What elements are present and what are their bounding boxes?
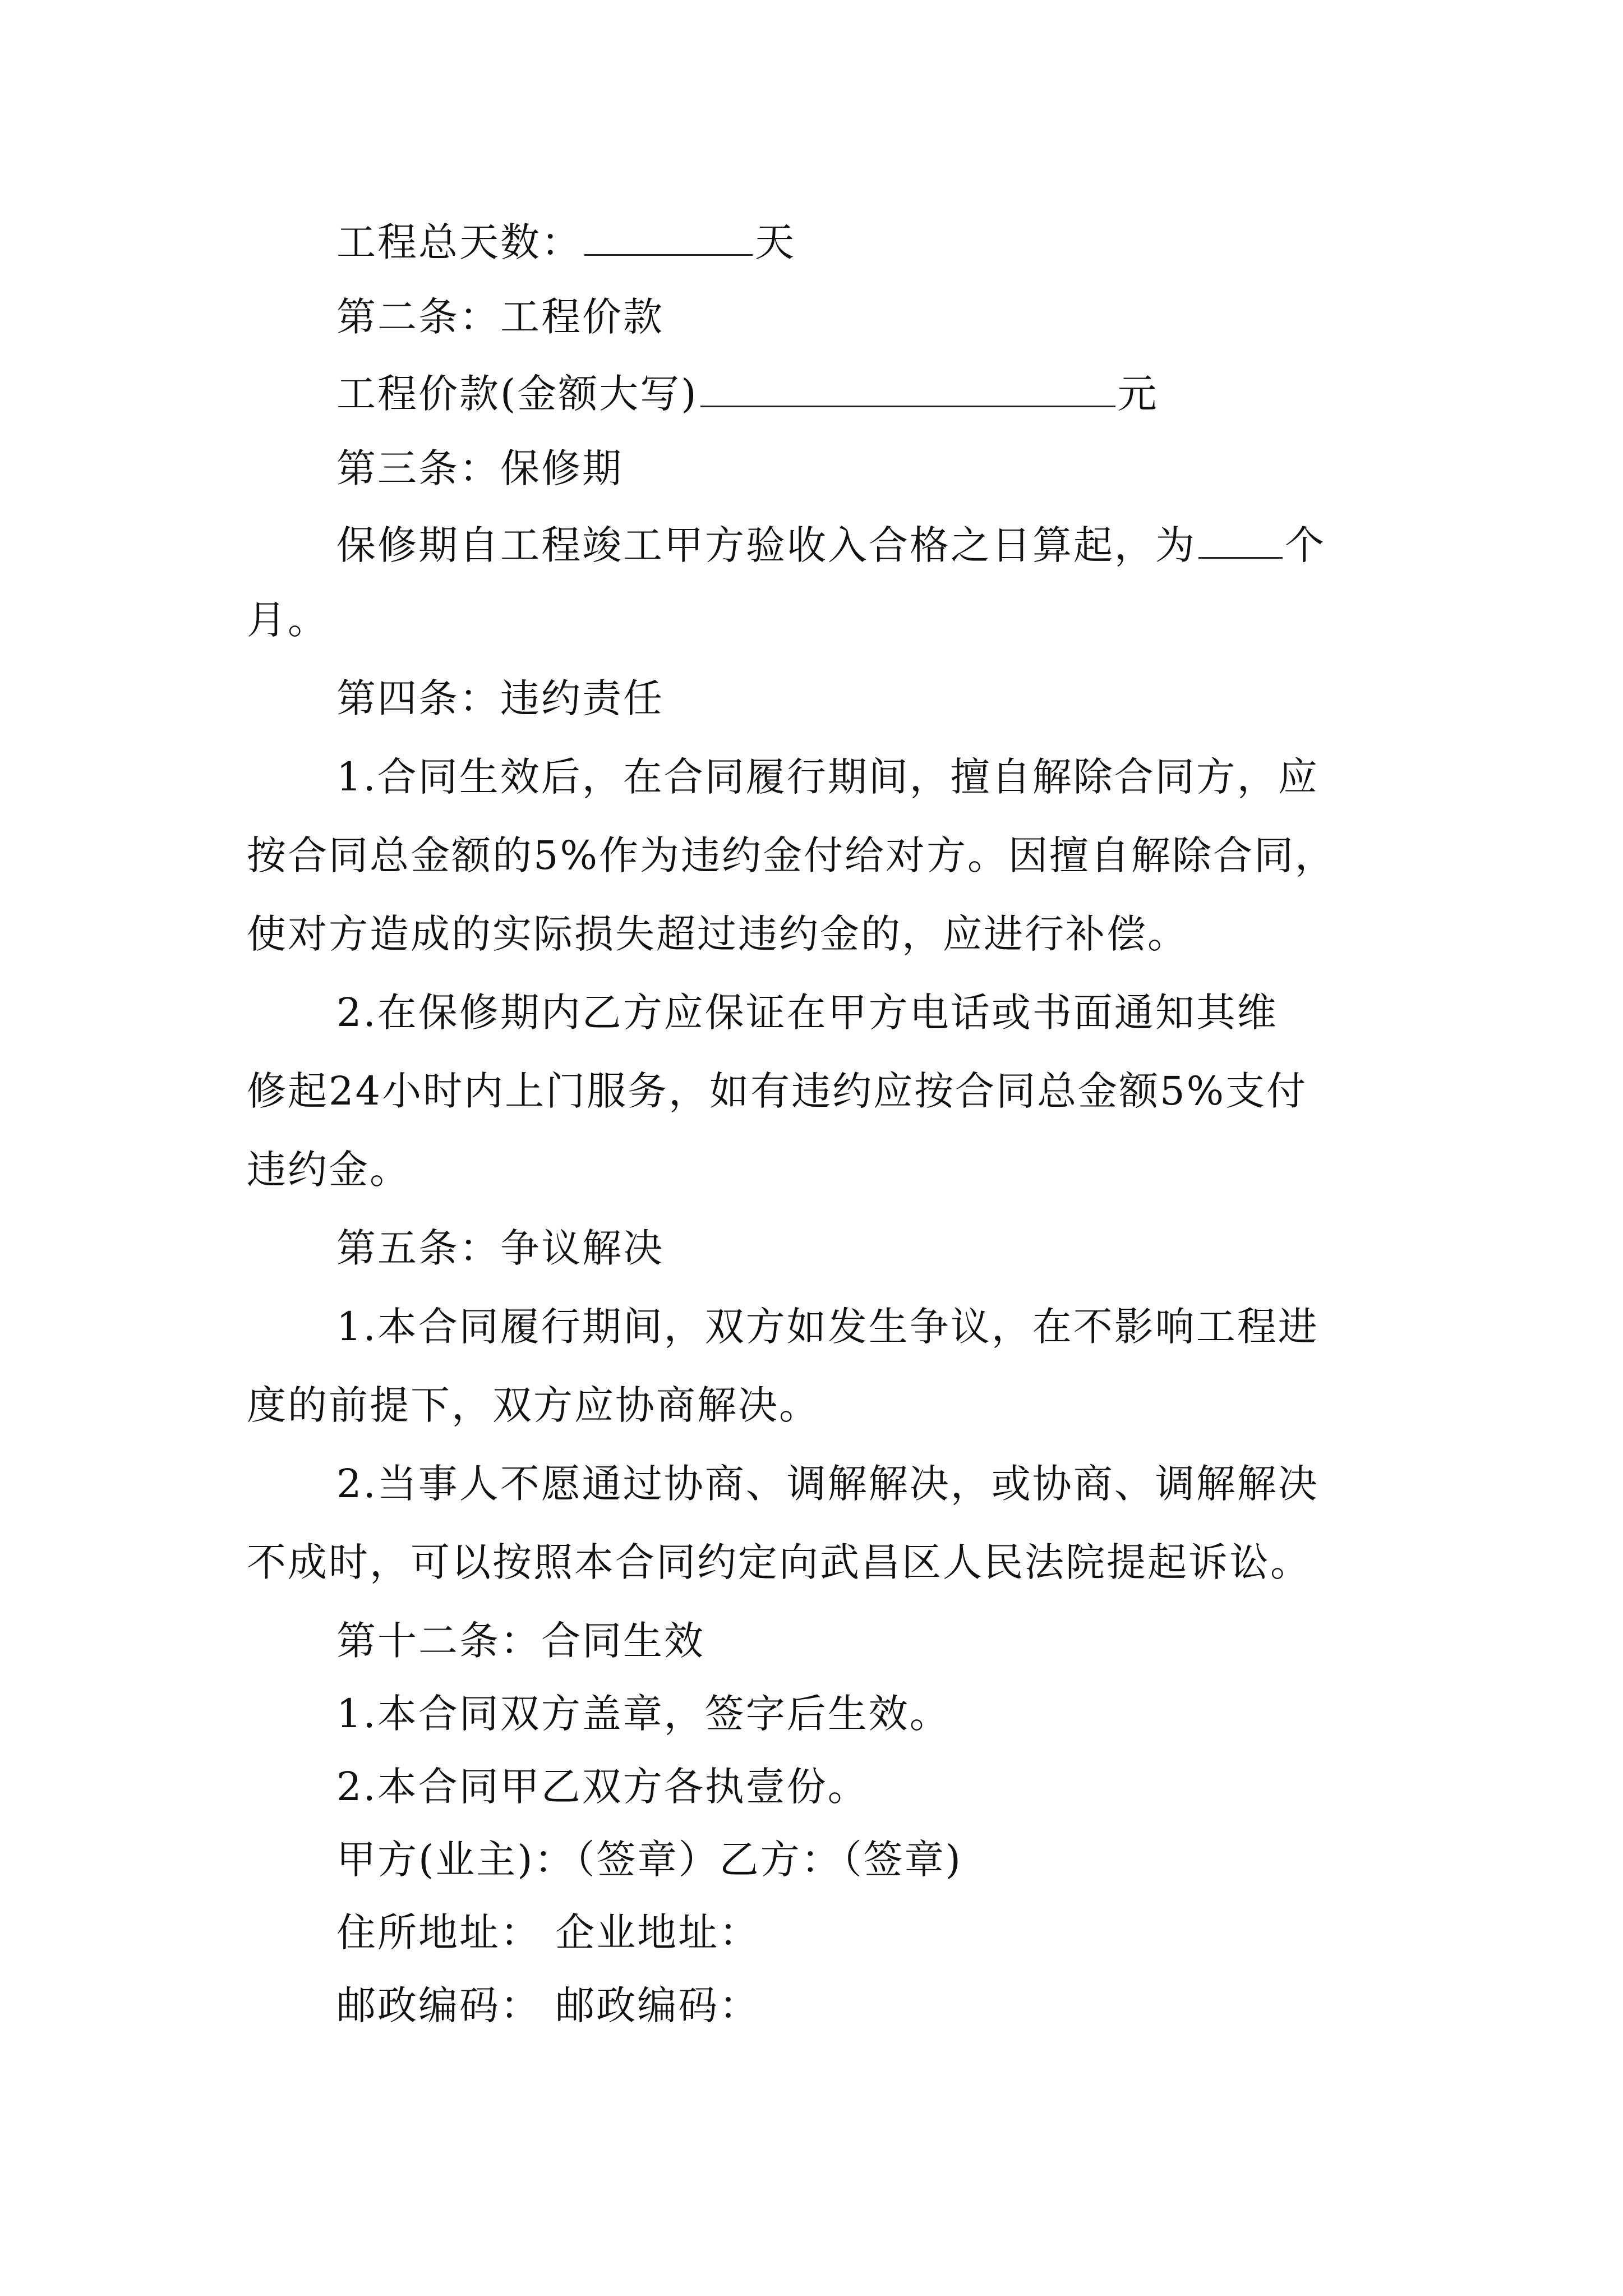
dispute-clause-1-line1: 1.本合同履行期间，双方如发生争议，在不影响工程进 (336, 1304, 1319, 1350)
warranty-period-unit: 个 (1285, 522, 1326, 568)
breach-clause-1-line3: 使对方造成的实际损失超过违约金的，应进行补偿。 (247, 911, 1188, 957)
signature-line: 甲方(业主)：（签章）乙方：（签章) (336, 1837, 962, 1883)
warranty-period-text: 保修期自工程竣工甲方验收入合格之日算起，为 (336, 522, 1196, 568)
total-days-line (336, 216, 1424, 268)
effect-clause-2: 2.本合同甲乙双方各执壹份。 (336, 1764, 869, 1810)
price-line (336, 367, 1424, 419)
dispute-clause-2-line1: 2.当事人不愿通过协商、调解解决，或协商、调解解决 (336, 1461, 1319, 1507)
breach-clause-2-line1: 2.在保修期内乙方应保证在甲方电话或书面通知其维 (336, 990, 1278, 1036)
total-days-label: 工程总天数： (336, 219, 582, 265)
article-5-heading: 第五条：争议解决 (336, 1225, 664, 1271)
article-4-heading: 第四条：违约责任 (336, 675, 664, 721)
breach-clause-2-line3: 违约金。 (247, 1147, 411, 1193)
breach-clause-1-line1: 1.合同生效后，在合同履行期间，擅自解除合同方，应 (336, 754, 1319, 800)
breach-clause-2-line2: 修起24小时内上门服务，如有违约应按合同总金额5%支付 (247, 1068, 1308, 1114)
postcode-line: 邮政编码： 邮政编码： (336, 1982, 760, 2028)
address-line: 住所地址： 企业地址： (336, 1910, 760, 1955)
warranty-period-line (336, 519, 1424, 570)
article-2-heading: 第二条：工程价款 (336, 294, 664, 340)
article-12-heading: 第十二条：合同生效 (336, 1618, 705, 1664)
price-unit: 元 (1117, 371, 1159, 417)
warranty-months-blank[interactable] (1198, 519, 1283, 559)
price-blank[interactable] (700, 367, 1115, 407)
total-days-unit: 天 (755, 219, 796, 265)
dispute-clause-2-line2: 不成时，可以按照本合同约定向武昌区人民法院提起诉讼。 (247, 1539, 1311, 1585)
article-3-heading: 第三条：保修期 (336, 445, 623, 491)
effect-clause-1: 1.本合同双方盖章，签字后生效。 (336, 1691, 951, 1737)
breach-clause-1-line2: 按合同总金额的5%作为违约金付给对方。因擅自解除合同， (247, 832, 1336, 878)
dispute-clause-1-line2: 度的前提下，双方应协商解决。 (247, 1382, 820, 1428)
warranty-period-cont: 月。 (247, 597, 329, 643)
price-label: 工程价款(金额大写) (336, 371, 698, 417)
total-days-blank[interactable] (584, 216, 753, 256)
